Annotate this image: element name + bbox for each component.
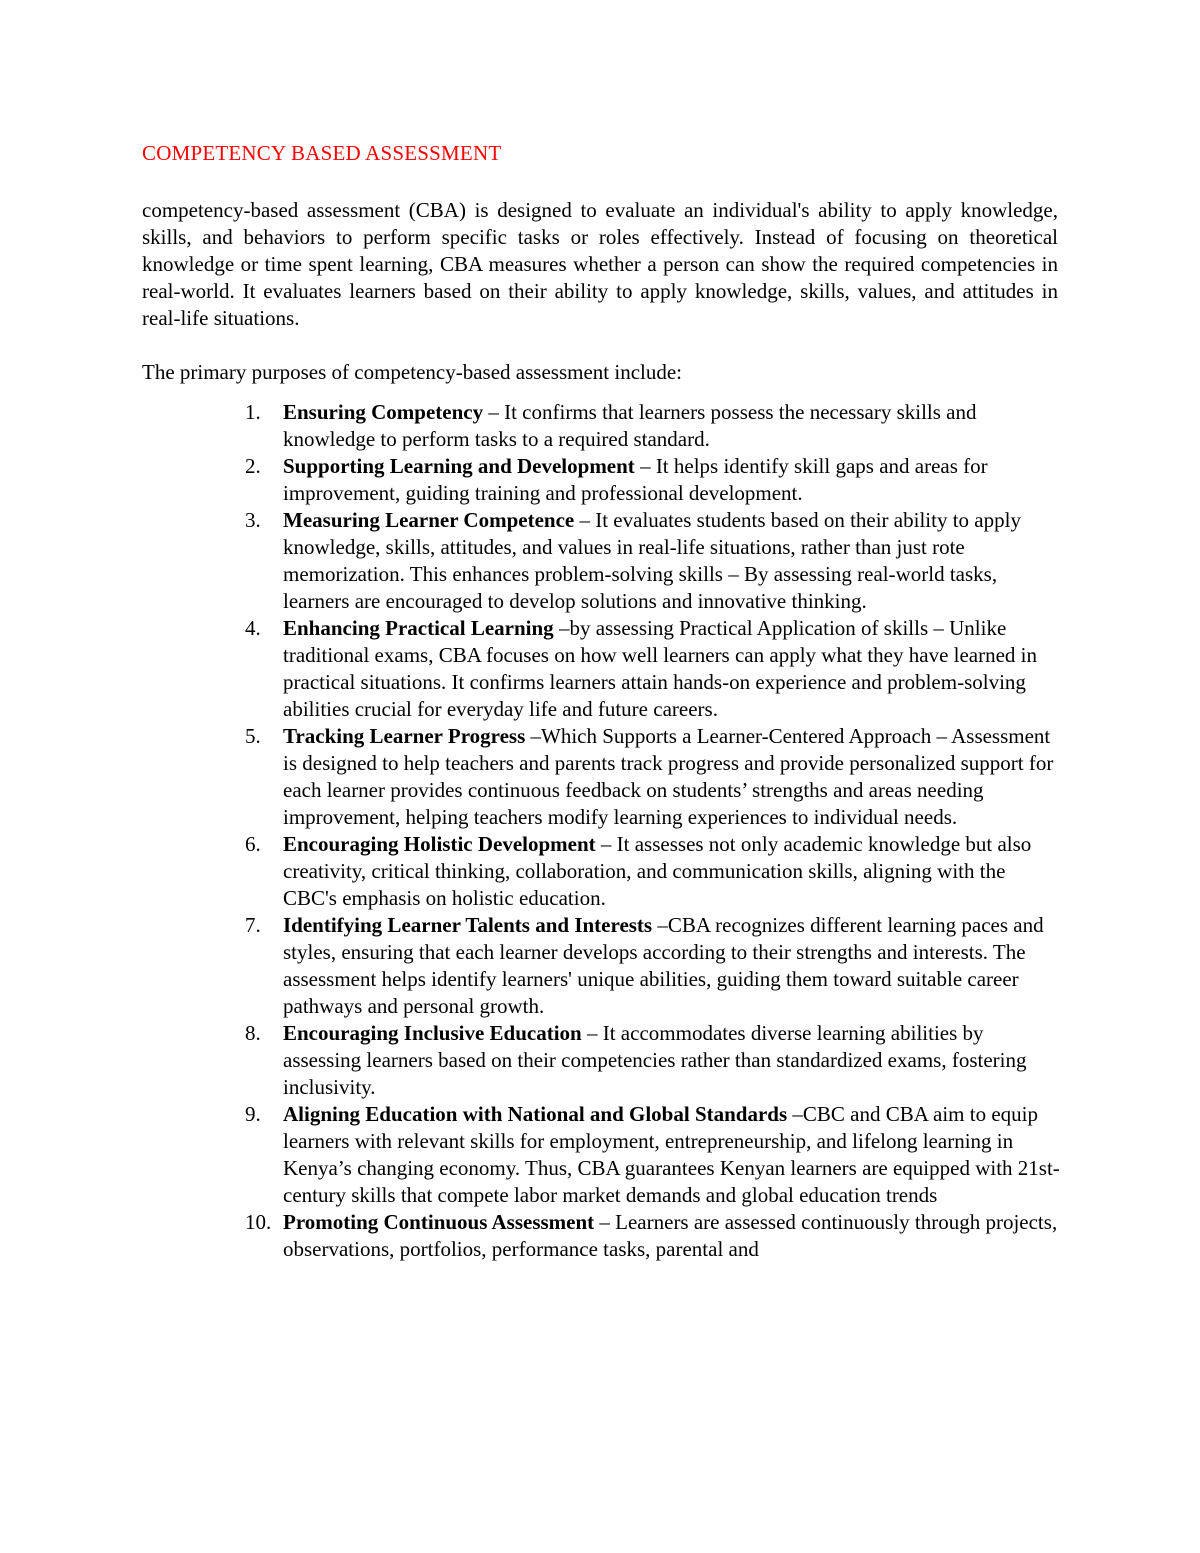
purpose-term: Ensuring Competency [283,400,484,424]
purpose-number: 8. [245,1021,261,1045]
purpose-text: – It accommodates diverse learning abilities by assessing learners based on their competencies rather than standardized exams, fostering inclusivity. [283,1021,1027,1099]
purpose-item [142,912,1063,1020]
purpose-term: Encouraging Holistic Development [283,832,596,856]
purpose-text: –Which Supports a Learner-Centered Approach – Assessment is designed to help teachers and parents track progress and provide personalized support for each learner provides continuous feedback on students’ strengths and areas needing improvement, helping teachers modify learning experiences to individual needs. [283,724,1054,829]
purpose-number: 4. [245,616,261,640]
purpose-item [142,1209,1063,1263]
purpose-term: Tracking Learner Progress [283,724,526,748]
purpose-text: – It evaluates students based on their ability to apply knowledge, skills, attitudes, and values in real-life situations, rather than just rote memorization. This enhances problem-solving skills – By assessing real-world tasks, learners are encouraged to develop solutions and innovative thinking. [283,508,1021,613]
purpose-item [142,1101,1063,1209]
document-body [142,140,1058,1263]
document-title: COMPETENCY BASED ASSESSMENT [142,141,502,165]
purpose-text: –CBC and CBA aim to equip learners with relevant skills for employment, entrepreneurship, and lifelong learning in Kenya’s changing economy. Thus, CBA guarantees Kenyan learners are equipped with 21st-century skills that compete labor market demands and global education trends [283,1102,1060,1207]
purpose-number: 10. [245,1210,272,1234]
purpose-number: 7. [245,913,261,937]
purpose-text: – It helps identify skill gaps and areas for improvement, guiding training and professional development. [283,454,988,505]
purpose-item [142,399,1063,453]
purposes-lead-text: The primary purposes of competency-based assessment include: [142,360,683,384]
purpose-text: – It confirms that learners possess the necessary skills and knowledge to perform tasks to a required standard. [283,400,977,451]
purpose-item [142,831,1063,912]
purpose-item [142,615,1063,723]
purpose-term: Encouraging Inclusive Education [283,1021,582,1045]
purpose-item [142,1020,1063,1101]
purpose-term: Measuring Learner Competence [283,508,575,532]
purpose-item [142,723,1063,831]
purpose-number: 6. [245,832,261,856]
purpose-number: 3. [245,508,261,532]
purpose-text: – It assesses not only academic knowledge but also creativity, critical thinking, collaboration, and communication skills, aligning with the CBC's emphasis on holistic education. [283,832,1032,910]
purpose-number: 1. [245,400,261,424]
purpose-item [142,507,1063,615]
purpose-term: Promoting Continuous Assessment [283,1210,595,1234]
purpose-text: –by assessing Practical Application of skills – Unlike traditional exams, CBA focuses on how well learners can apply what they have learned in practical situations. It confirms learners attain hands-on experience and problem-solving abilities crucial for everyday life and future careers. [283,616,1038,721]
purpose-term: Supporting Learning and Development [283,454,635,478]
purposes-list [142,399,1058,1263]
purpose-text: –CBA recognizes different learning paces and styles, ensuring that each learner develops according to their strengths and interests. The assessment helps identify learners' unique abilities, guiding them toward suitable career pathways and personal growth. [283,913,1044,1018]
purpose-term: Identifying Learner Talents and Interests [283,913,653,937]
purpose-term: Enhancing Practical Learning [283,616,554,640]
purpose-number: 5. [245,724,261,748]
purpose-number: 9. [245,1102,261,1126]
purpose-number: 2. [245,454,261,478]
purpose-term: Aligning Education with National and Global Standards [283,1102,788,1126]
purpose-text: – Learners are assessed continuously through projects, observations, portfolios, performance tasks, parental and [283,1210,1058,1261]
intro-paragraph: competency-based assessment (CBA) is designed to evaluate an individual's ability to apply knowledge, skills, and behaviors to perform specific tasks or roles effectively. Instead of focusing on theoretical knowledge or time spent learning, CBA measures whether a person can show the required competencies in real-world. It evaluates learners based on their ability to apply knowledge, skills, values, and attitudes in real-life situations. [142,198,1058,330]
purpose-item [142,453,1063,507]
